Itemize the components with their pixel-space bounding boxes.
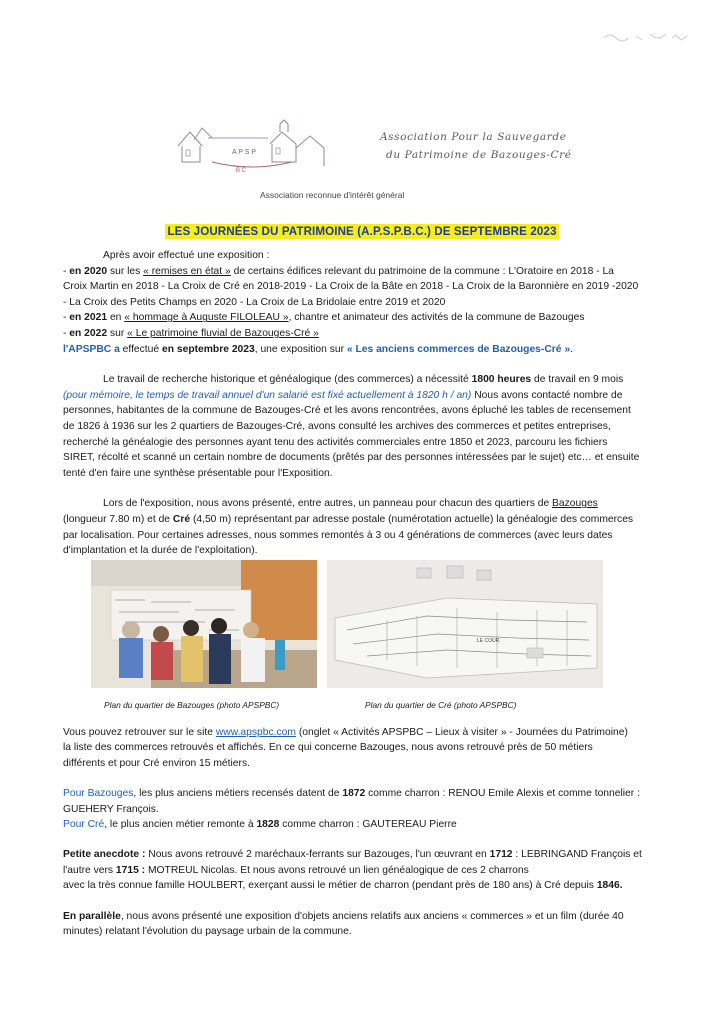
dash: - [63, 312, 70, 324]
website-line: la liste des commerces retrouvés et affichés. En ce qui concerne Bazouges, nous avons retrouvé près de 50 métiers [63, 742, 593, 754]
anecdote-line [63, 878, 663, 893]
title-wrap [0, 222, 724, 240]
intro-item-2022 [63, 326, 659, 342]
year-1712: 1712 [489, 849, 513, 861]
text-fragment: MOTREUL Nicolas. Et nous avons retrouvé un lien généalogique de ces 2 charrons [145, 864, 529, 876]
text-fragment: , le plus ancien métier remonte à [104, 819, 257, 831]
research-line: SIRET, récolté et scanné un certain nombre de documents (prêtés par des personnes intéressées par le sujet) etc… et ensuite [63, 452, 640, 464]
oldest-line: GUEHERY François. [63, 803, 159, 815]
text-fragment: Nous avons contacté nombre de [471, 389, 623, 401]
anecdote-line [63, 863, 663, 878]
year-1872: 1872 [342, 788, 366, 800]
page-title: LES JOURNÉES DU PATRIMOINE (A.P.S.P.B.C.) DE SEPTEMBRE 2023 [167, 225, 557, 238]
photos-row [0, 560, 724, 720]
corner-scribble-mark [600, 26, 696, 50]
text-fragment: (longueur 7.80 m) et de [63, 513, 173, 525]
year-1846: 1846. [596, 880, 623, 892]
text-fragment: de travail en 9 mois [531, 374, 624, 386]
pour-cre: Pour Cré [63, 819, 105, 831]
work-time-note: (pour mémoire, le temps de travail annuel d'un salarié est fixé actuellement à 1820 h / an) [63, 389, 472, 401]
text-fragment: Le travail de recherche historique et généalogique (des commerces) a nécessité [103, 374, 472, 386]
text-fragment: , chantre et animateur des activités de la commune de Bazouges [288, 312, 585, 324]
text-fragment: sur les [107, 265, 144, 277]
photo-bazouges-exhibition [91, 560, 317, 688]
text-fragment: (4,50 m) représentant par adresse postale (numérotation actuelle) la généalogie des commerces [190, 513, 634, 525]
parallel-line [63, 909, 663, 924]
anecdote-paragraph [63, 847, 663, 893]
year-2022: en 2022 [69, 327, 108, 339]
text-fragment: (onglet « Activités APSPBC – Lieux à visiter » - Journées du Patrimoine) [295, 727, 628, 738]
recognition-note: Association reconnue d'intérêt général [260, 190, 405, 200]
oldest-paragraph [63, 786, 663, 832]
year-1715: 1715 : [115, 864, 146, 876]
exposition-paragraph [63, 496, 659, 558]
patrimoine-fluvial: « Le patrimoine fluvial de Bazouges-Cré » [127, 327, 319, 339]
text-fragment: en [107, 312, 125, 324]
caption-cre: Plan du quartier de Cré (photo APSPBC) [365, 700, 517, 710]
text-fragment: , nous avons présenté une exposition d'objets anciens relatifs aux anciens « commerces » et un film (durée 40 [120, 910, 624, 922]
parallel-paragraph [63, 909, 663, 940]
exposition-line: par localisation. Pour certaines adresses, nous sommes remontés à 3 ou 4 générations de commerces (avec leurs dates [63, 529, 613, 541]
research-line: personnes, habitantes de la commune de Bazouges-Cré et les avons rencontrées, avons épluché les tables de recensement [63, 405, 631, 417]
text-fragment: sur [107, 327, 128, 339]
panel-label: LE COUR [477, 638, 500, 644]
intro-line: Après avoir effectué une exposition : [103, 250, 270, 261]
website-line [63, 725, 663, 740]
intro-item-croix-list: Croix Martin en 2018 - La Croix de Cré en 2018-2019 - La Croix de la Bâte en 2018 - La Croix de la Baronnière en 2019 -2020 [63, 281, 639, 293]
year-2021: en 2021 [69, 312, 108, 324]
association-name [380, 128, 572, 164]
apspbc-name: l'APSPBC a [63, 343, 120, 355]
oldest-line [63, 786, 663, 801]
research-line [63, 388, 659, 404]
research-line: recherché la généalogie des personnes ayant tenu des activités commerciales entre 1850 et 2023, parcouru les fichiers [63, 436, 608, 448]
text-fragment: avec la très connue famille HOULBERT, exerçant aussi le métier de charron (pendant près de 180 ans) à Cré depuis [63, 880, 597, 892]
research-paragraph [63, 372, 659, 481]
association-name-line2: du Patrimoine de Bazouges-Cré [386, 149, 572, 161]
intro-item-2021 [63, 310, 659, 326]
photo-cre-panel [327, 560, 603, 688]
parallel-label: En parallèle [63, 910, 121, 922]
text-fragment: , les plus anciens métiers recensés datent de [133, 788, 343, 800]
text-fragment: comme charron : GAUTEREAU Pierre [279, 819, 457, 831]
website-line: différents et pour Cré environ 15 métiers. [63, 757, 250, 769]
text-fragment: Vous pouvez retrouver sur le site [63, 727, 216, 738]
association-name-line1: Association Pour la Sauvegarde [380, 131, 567, 143]
text-fragment: : LEBRINGAND François et [512, 849, 642, 861]
logo-text: A P S P [232, 149, 256, 156]
main-text [63, 248, 659, 559]
parallel-line: minutes) relatant l'évolution du paysage urbain de la commune. [63, 926, 352, 938]
text-fragment: effectué [119, 343, 162, 355]
text-fragment: , une exposition sur [254, 343, 347, 355]
hours-1800: 1800 heures [471, 374, 532, 386]
cre-bold: Cré [172, 513, 191, 525]
text-fragment: Lors de l'exposition, nous avons présenté, entre autres, un panneau pour chacun des quartiers de [103, 498, 553, 510]
intro-item-2020 [63, 264, 659, 280]
caption-bazouges: Plan du quartier de Bazouges (photo APSPBC) [104, 700, 280, 710]
exposition-line: d'implantation et la durée de l'exploitation). [63, 545, 258, 557]
anecdote-label: Petite anecdote : [63, 849, 146, 861]
dash: - [63, 265, 70, 277]
text-fragment: Nous avons retrouvé 2 maréchaux-ferrants sur Bazouges, l'un œuvrant en [145, 849, 490, 861]
anecdote-line [63, 847, 663, 862]
pour-bazouges: Pour Bazouges [63, 788, 134, 800]
text-fragment: comme charron : RENOU Emile Alexis et comme tonnelier : [365, 788, 640, 800]
research-line: tenté d'en faire une synthèse présentable pour l'Exposition. [63, 467, 333, 479]
year-2020: en 2020 [69, 265, 108, 277]
text-fragment: de certains édifices relevant du patrimoine de la commune : L'Oratoire en 2018 - La [230, 265, 614, 277]
intro-item-2023 [63, 342, 659, 358]
exposition-line [63, 496, 659, 512]
hommage-filoleau: « hommage à Auguste FILOLEAU » [124, 312, 289, 324]
oldest-line [63, 817, 663, 832]
year-1828: 1828 [256, 819, 280, 831]
lower-text [63, 725, 663, 939]
website-link[interactable]: www.apspbc.com [215, 727, 296, 738]
exposition-title: « Les anciens commerces de Bazouges-Cré » [346, 343, 571, 355]
research-line: de 1826 à 1936 sur les 2 quartiers de Bazouges-Cré, avons consulté les archives des commerces et petites entreprises, [63, 420, 611, 432]
bazouges-underlined: Bazouges [552, 498, 598, 510]
remises-en-etat: « remises en état » [143, 265, 231, 277]
text-fragment: . [570, 343, 573, 355]
apspbc-logo [172, 118, 332, 176]
intro-item-croix-list-2: - La Croix des Petits Champs en 2020 - La Croix de La Bridolaie entre 2019 et 2020 [63, 296, 446, 308]
exposition-line [63, 512, 659, 528]
research-line [63, 372, 659, 388]
text-fragment: l'autre vers [63, 864, 116, 876]
dash: - [63, 327, 70, 339]
september-2023: en septembre 2023 [162, 343, 255, 355]
logo-subtext: B C [236, 168, 247, 174]
